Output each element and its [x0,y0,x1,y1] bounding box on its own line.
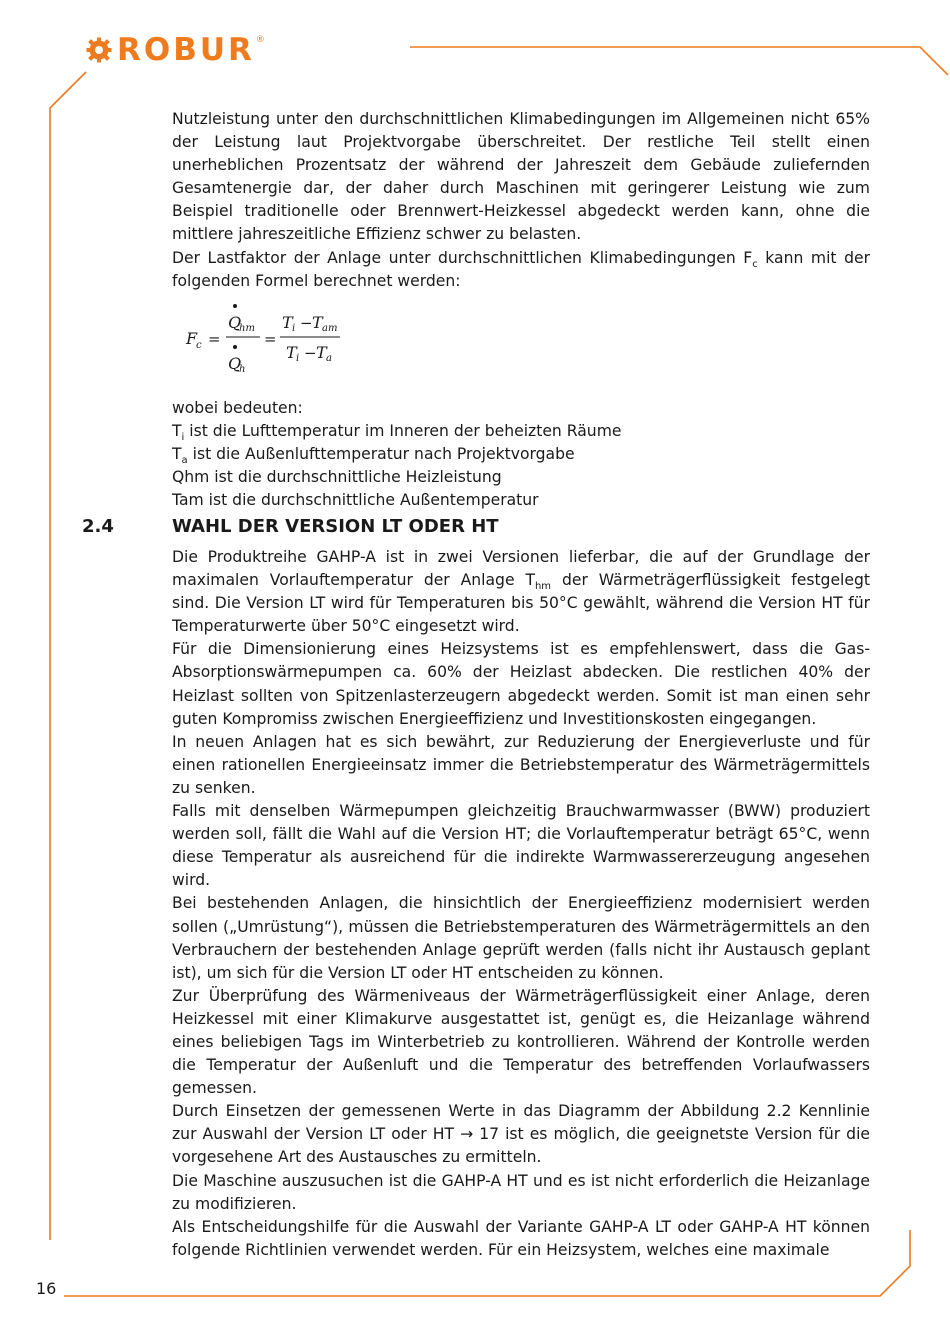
definition-ta: $T_a$ ist die Außenlufttemperatur nach Projektvorgabe [172,445,575,467]
section-paragraph-4: Falls mit denselben Wärmepumpen gleichzeitig Brauchwarmwasser (BWW) produziert werden soll, fällt die Wahl auf die Version HT; die Vorlauftemperatur beträgt 65°C, wenn diese Temperatur als ausreichend für die indirekte Warmwassererzeugung angesehen wird. [172,802,870,890]
formula-den1: Q [228,353,242,373]
intro-paragraph-1: Nutzleistung unter den durchschnittlichen Klimabedingungen im Allgemeinen nicht 65% der Leistung laut Projektvorgabe überschreitet. Der restliche Teil stellt einen unerheblichen Prozentsatz der während der Jahreszeit dem Gebäude zuliefernden Gesamtenergie dar, der daher durch Maschinen mit geringerer Leistung wie zum Beispiel traditionelle oder Brennwert-Heizkessel abgedeckt werden kann, ohne die mittlere jahreszeitliche Effizienz schwer zu belasten. [172,110,870,244]
definition-qhm: Qhm ist die durchschnittliche Heizleistung [172,468,502,487]
frame-left-line [50,72,86,1240]
section-number: 2.4 [82,516,114,537]
definition-tam: Tam ist die durchschnittliche Außentemperatur [172,491,539,510]
formula-num1-sub: hm [239,322,255,334]
formula-eq-2: = [264,329,277,348]
section-paragraph-3: In neuen Anlagen hat es sich bewährt, zur Reduzierung der Energieverluste und für einen rationellen Energieeinsatz immer die Betriebstemperatur des Wärmeträgermittels zu senken. [172,732,870,797]
section-paragraph-5: Bei bestehenden Anlagen, die hinsichtlich der Energieeffizienz modernisiert werden sollen („Umrüstung“), müssen die Betriebstemperaturen des Wärmeträgermittels an den Verbrauchern der bestehenden Anlage geprüft werden (falls nicht ihr Austausch geplant ist), um sich für die Version LT oder HT entscheiden zu können. [172,894,870,982]
formula-lhs: F [186,328,198,348]
logo-registered-mark: ® [255,35,265,45]
definitions-intro: wobei bedeuten: [172,398,303,417]
section-paragraph-9: Als Entscheidungshilfe für die Auswahl der Variante GAHP-A LT oder GAHP-A HT können folgende Richtlinien verwendet werden. Für ein Heizsystem, welches eine maximale [172,1217,870,1259]
formula-den1-sub: h [239,363,246,375]
formula-num2-b: T [312,312,323,332]
formula-num2-a-sub: i [292,322,296,334]
gear-icon [86,37,112,63]
formula-eq-1: = [208,329,221,348]
section-paragraph-2: Für die Dimensionierung eines Heizsystems ist es empfehlenswert, dass die Gas-Absorptionswärmepumpen ca. 60% der Heizlast abdecken. Die restlichen 40% der Heizlast sollten von Spitzenlasterzeugern abgedeckt werden. Somit ist man einen sehr guten Kompromiss zwischen Energieeffizienz und Investitionskosten eingegangen. [172,640,870,728]
section-title: WAHL DER VERSION LT ODER HT [172,516,499,537]
formula-num1: Q [228,312,242,332]
formula-num2-a: T [282,312,293,332]
frame-top-line [410,47,948,75]
section-content [172,546,870,1262]
intro-paragraph-2: Der Lastfaktor der Anlage unter durchschnittlichen Klimabedingungen $F_c$ kann mit der folgenden Formel berechnet werden: [172,248,870,290]
robur-logo [86,34,265,66]
formula-num2-b-sub: am [322,322,338,334]
formula-den2-a: T [286,342,297,362]
section-paragraph-7: Durch Einsetzen der gemessenen Werte in das Diagramm der Abbildung 2.2 Kennlinie zur Auswahl der Version LT oder HT → 17 ist es möglich, die geeignetste Version für die vorgesehene Art des Austausches zu ermitteln. [172,1102,870,1167]
formula-minus-1: − [300,313,313,332]
section-paragraph-1: Die Produktreihe GAHP-A ist in zwei Versionen lieferbar, die auf der Grundlage der maximalen Vorlauftemperatur der Anlage $T_{hm}$ der Wärmeträgerflüssigkeit festgelegt sind. Die Version LT wird für Temperaturen bis 50°C gewählt, während die Version HT für Temperaturwerte über 50°C eingesetzt wird. [172,548,870,636]
page-number: 16 [36,1279,57,1298]
formula-den2-a-sub: i [296,352,300,364]
formula-den2-b: T [316,342,327,362]
load-factor-formula [182,296,382,382]
section-paragraph-6: Zur Überprüfung des Wärmeniveaus der Wärmeträgerflüssigkeit einer Anlage, deren Heizkessel mit einer Klimakurve ausgestattet ist, genügt es, die Heizanlage während eines beliebigen Tags im Winterbetrieb zu kontrollieren. Während der Kontrolle werden die Temperatur der Außenluft und die Temperatur des betreffenden Vorlaufwassers gemessen. [172,986,870,1098]
formula-minus-2: − [304,343,317,362]
intro-content [172,108,870,512]
formula-lhs-sub: c [196,339,202,351]
section-paragraph-8: Die Maschine auszusuchen ist die GAHP-A HT und es ist nicht erforderlich die Heizanlage zu modifizieren. [172,1171,870,1213]
definition-ti: $T_i$ ist die Lufttemperatur im Inneren der beheizten Räume [172,421,622,444]
logo-text: ROBUR [117,32,255,68]
formula-den2-b-sub: a [326,352,332,364]
